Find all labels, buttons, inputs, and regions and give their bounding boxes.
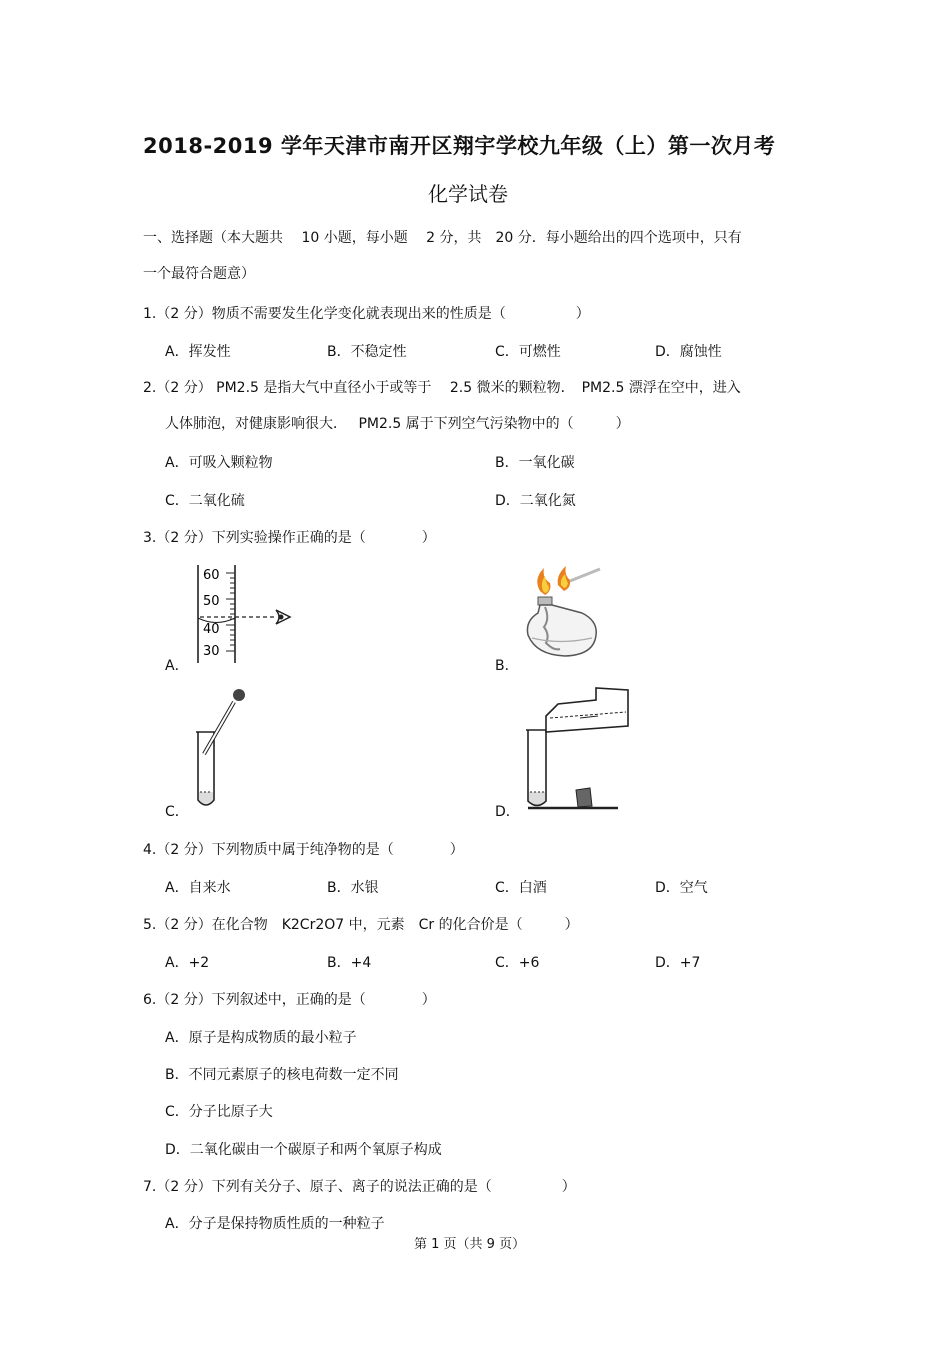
q5-option-c: C．+6 xyxy=(495,955,540,971)
q1-option-c: C．可燃性 xyxy=(495,344,561,360)
q6-option-c: C．分子比原子大 xyxy=(165,1104,273,1120)
q3-option-a: A． xyxy=(165,658,189,674)
cylinder-tick-50: 50 xyxy=(203,594,220,609)
cylinder-tick-60: 60 xyxy=(203,568,220,583)
q1-option-d: D．腐蚀性 xyxy=(655,344,722,360)
question-4-stem: 4.（2 分）下列物质中属于纯净物的是（ ） xyxy=(143,842,464,858)
q4-option-b: B．水银 xyxy=(327,880,379,896)
alcohol-lamp-figure xyxy=(520,563,610,663)
q1-option-b: B．不稳定性 xyxy=(327,344,407,360)
q3-option-d: D． xyxy=(495,804,520,820)
q1-option-a: A．挥发性 xyxy=(165,344,231,360)
section-header-line1: 一、选择题（本大题共 10 小题，每小题 2 分，共 20 分．每小题给出的四个选项中，只有 xyxy=(143,230,742,246)
q2-option-a: A．可吸入颗粒物 xyxy=(165,455,273,471)
q6-option-a: A．原子是构成物质的最小粒子 xyxy=(165,1030,357,1046)
cylinder-tick-30: 30 xyxy=(203,644,220,659)
question-1-stem: 1.（2 分）物质不需要发生化学变化就表现出来的性质是（ ） xyxy=(143,306,590,322)
q6-option-d: D．二氧化碳由一个碳原子和两个氧原子构成 xyxy=(165,1142,442,1158)
dropper-test-tube-figure xyxy=(190,688,260,813)
page-footer: 第 1 页（共 9 页） xyxy=(414,1237,526,1252)
q4-option-d: D．空气 xyxy=(655,880,708,896)
q4-option-c: C．白酒 xyxy=(495,880,547,896)
exam-title-line2: 化学试卷 xyxy=(428,182,508,206)
q5-option-b: B．+4 xyxy=(327,955,372,971)
q6-option-b: B．不同元素原子的核电荷数一定不同 xyxy=(165,1067,399,1083)
q2-option-b: B．一氧化碳 xyxy=(495,455,575,471)
pouring-liquid-figure xyxy=(520,686,635,811)
section-header-line2: 一个最符合题意） xyxy=(143,266,255,282)
q4-option-a: A．自来水 xyxy=(165,880,231,896)
question-2-stem-line2: 人体肺泡，对健康影响很大． PM2.5 属于下列空气污染物中的（ ） xyxy=(165,416,630,432)
q3-option-c: C． xyxy=(165,804,189,820)
question-5-stem: 5.（2 分）在化合物 K2Cr2O7 中，元素 Cr 的化合价是（ ） xyxy=(143,917,579,933)
graduated-cylinder-figure xyxy=(190,563,300,665)
question-2-stem: 2.（2 分） PM2.5 是指大气中直径小于或等于 2.5 微米的颗粒物． PM2.5 漂浮在空中，进入 xyxy=(143,380,741,396)
q2-option-d: D．二氧化氮 xyxy=(495,493,576,509)
q2-option-c: C．二氧化硫 xyxy=(165,493,245,509)
q5-option-d: D．+7 xyxy=(655,955,701,971)
question-7-stem: 7.（2 分）下列有关分子、原子、离子的说法正确的是（ ） xyxy=(143,1179,576,1195)
question-3-stem: 3.（2 分）下列实验操作正确的是（ ） xyxy=(143,530,436,546)
q3-option-b: B． xyxy=(495,658,519,674)
cylinder-tick-40: 40 xyxy=(203,622,220,637)
question-6-stem: 6.（2 分）下列叙述中，正确的是（ ） xyxy=(143,992,436,1008)
q5-option-a: A．+2 xyxy=(165,955,210,971)
exam-title-line1: 2018-2019 学年天津市南开区翔宇学校九年级（上）第一次月考 xyxy=(143,134,776,158)
q7-option-a: A．分子是保持物质性质的一种粒子 xyxy=(165,1216,385,1232)
